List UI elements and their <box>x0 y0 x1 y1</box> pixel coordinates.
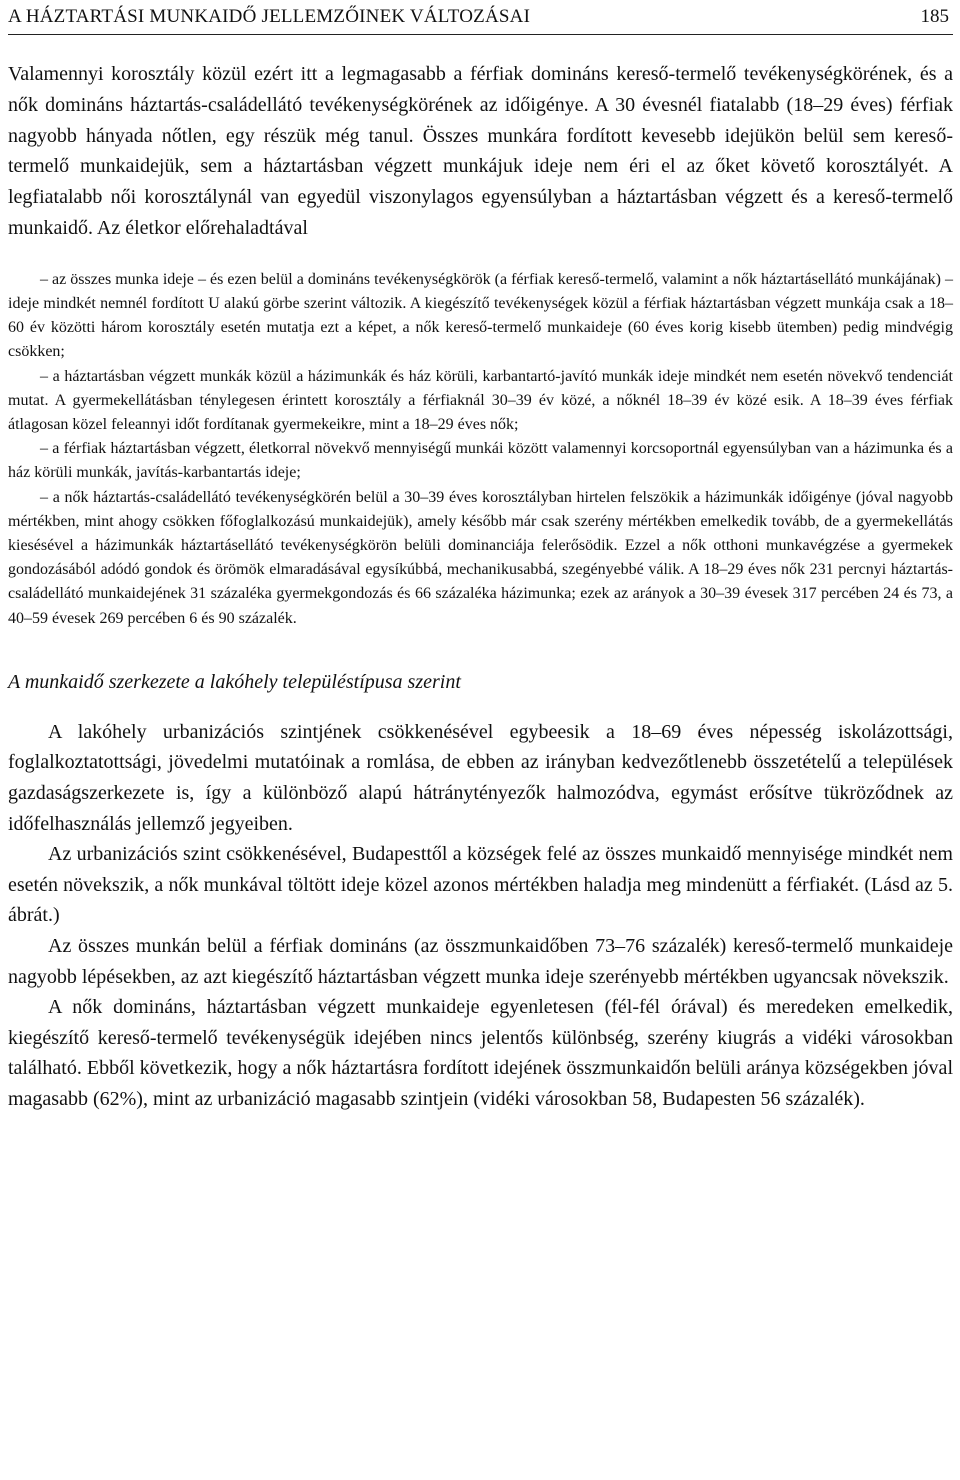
body-paragraph: Az összes munkán belül a férfiak domináns (az összmunkaidőben 73–76 százalék) kereső-termelő munkaideje nagyobb lépésekben, az azt kiegészítő háztartásban végzett munka ideje szerényebb mértékben ugyancsak növekszik. <box>8 934 953 988</box>
dash-item: – a háztartásban végzett munkák közül a házimunkák és ház körüli, karbantartó-javító munkák ideje mindkét nem esetén növekvő tendenciát mutat. A gyermekellátásban ténylegesen érintett korosztály a férfiaknál 30–39 év közé, a nőknél 18–39 év közé esik. A 18–39 éves férfiak átlagosan közel feleannyi időt fordítanak gyermekeikre, mint a 18–29 éves nők; <box>8 367 953 433</box>
body-text <box>8 717 953 1115</box>
intro-paragraph: Valamennyi korosztály közül ezért itt a legmagasabb a férfiak domináns kereső-termelő tevékenységkörének, és a nők domináns háztartás-családellátó tevékenységkörének az időigénye. A 30 évesnél fiatalabb (18–29 éves) férfiak nagyobb hányada nőtlen, egy részük még tanul. Összes munkára fordított kevesebb idejükön belül sem kereső-termelő munkaidejük, sem a háztartásban végzett munkájuk ideje nem éri el az őket követő korosztályét. A legfiatalabb női korosztálynál van egyedül viszonylagos egyensúlyban a háztartásban végzett és a kereső-termelő munkaidő. Az életkor előrehaladtával <box>8 63 953 239</box>
running-title: A HÁZTARTÁSI MUNKAIDŐ JELLEMZŐINEK VÁLTOZÁSAI <box>8 6 531 27</box>
dash-item: – a nők háztartás-családellátó tevékenységkörén belül a 30–39 éves korosztályban hirtelen felszökik a házimunkák időigénye (jóval nagyobb mértékben, mint ahogy csökken főfoglalkozású munkaidejük), amely később már csak szerény mértékben emelkedik tovább, de a gyermekellátás kiesésével a házimunkák háztartásellátó tevékenységkörön belüli dominanciája felerősödik. Ezzel a nők otthoni munkavégzése a gyermekek gondozásából adódó gondok és örömök elmaradásával egysíkúbbá, mechanikusabbá, szegényebbé válik. A 18–29 éves nők 231 percnyi háztartás-családellátó munkaidejének 31 százaléka gyermekgondozás és 66 százaléka házimunka; ezek az arányok a 30–39 évesek 317 percében 24 és 73, a 40–59 évesek 269 percében 6 és 90 százalék. <box>8 488 953 627</box>
body-paragraph: A nők domináns, háztartásban végzett munkaideje egyenletesen (fél-fél órával) és meredeken emelkedik, kiegészítő kereső-termelő tevékenységük idejében nincs jelentős különbség, szerény kiugrás a vidéki városokban található. Ebből következik, hogy a nők háztartásra fordított idejének összmunkaidőn belüli aránya községekben jóval magasabb (62%), mint az urbanizáció magasabb szintjein (vidéki városokban 58, Budapesten 56 százalék). <box>8 996 953 1110</box>
page-header <box>8 0 953 35</box>
dash-item: – a férfiak háztartásban végzett, életkorral növekvő mennyiségű munkái között valamennyi korcsoportnál egyensúlyban van a házimunka és a ház körüli munkák, javítás-karbantartás ideje; <box>8 440 953 482</box>
intro-paragraph-block <box>8 59 953 244</box>
body-paragraph: Az urbanizációs szint csökkenésével, Budapesttől a községek felé az összes munkaidő mennyisége mindkét nem esetén növekszik, a nők munkával töltött ideje közel azonos mértékben haladja meg mindenütt a férfiakét. (Lásd az 5. ábrát.) <box>8 843 953 927</box>
dash-list <box>8 268 953 631</box>
body-paragraph: A lakóhely urbanizációs szintjének csökkenésével egybeesik a 18–69 éves népesség iskolázottsági, foglalkoztatottsági, jövedelmi mutatóinak a romlása, de ebben az irányban kedvezőtlenebb összetételű a települések gazdaságszerkezete is, így a különböző alapú hátránytényezők halmozódva, egymást erősítve tükröződnek az időfelhasználás jellemző jegyeiben. <box>8 720 953 835</box>
dash-item: – az összes munka ideje – és ezen belül a domináns tevékenységkörök (a férfiak kereső-termelő, valamint a nők háztartásellátó munkájának) – ideje mindkét nemnél fordított U alakú görbe szerint változik. A kiegészítő tevékenységek közül a férfiak háztartásban végzett munkája csak a 18–60 év közötti három korosztály esetén mutatja ezt a képet, a nők kereső-termelő munkaideje (60 éves korig kisebb ütemben) pedig mindvégig csökken; <box>8 270 953 361</box>
page-number: 185 <box>920 6 949 27</box>
section-heading: A munkaidő szerkezete a lakóhely településtípusa szerint <box>8 670 461 693</box>
document-page <box>8 0 953 1115</box>
